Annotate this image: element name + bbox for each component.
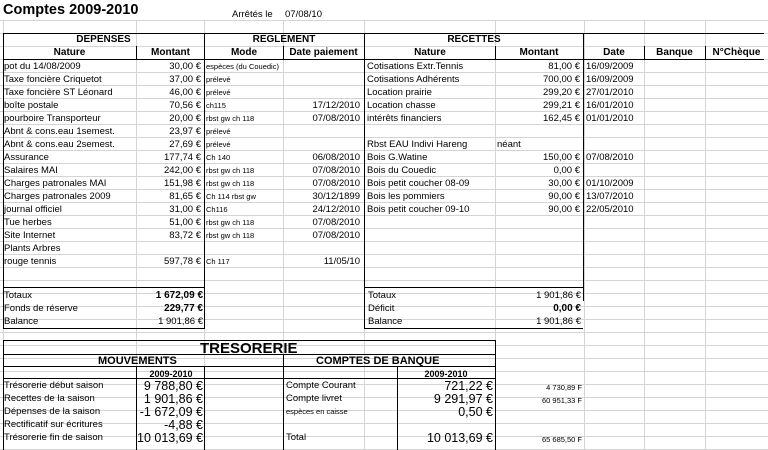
recettes-montant-cell: 0,00 € bbox=[553, 165, 580, 176]
recettes-balance-label: Balance bbox=[368, 316, 403, 327]
reglement-mode-cell: Ch116 bbox=[206, 205, 228, 214]
reglement-date-cell: 30/12/1899 bbox=[312, 191, 360, 202]
reglement-date-cell bbox=[284, 74, 360, 86]
compte-label bbox=[286, 419, 396, 431]
reglement-mode-cell: rbst gw ch 118 bbox=[206, 166, 255, 175]
depenses-montant-cell: 31,00 € bbox=[169, 204, 201, 215]
recettes-date-cell bbox=[586, 126, 644, 138]
recettes-montant-cell: 81,00 € bbox=[548, 61, 580, 72]
reglement-mode-cell: prélevé bbox=[206, 75, 231, 84]
compte-label: espèces en caisse bbox=[286, 407, 348, 416]
recettes-nature-cell: Bois les pommiers bbox=[367, 191, 445, 202]
reglement-date-cell bbox=[284, 139, 360, 151]
depenses-nature-cell: Taxe foncière ST Léonard bbox=[4, 87, 113, 98]
reglement-mode-cell: rbst gw ch 118 bbox=[206, 114, 255, 123]
depenses-nature-cell: Abnt & cons.eau 2semest. bbox=[4, 139, 115, 150]
reglement-date-cell: 17/12/2010 bbox=[312, 100, 360, 111]
reglement-mode-cell: rbst gw ch 118 bbox=[206, 179, 255, 188]
mouvement-label: Trésorerie début saison bbox=[4, 380, 104, 391]
reglement-date-cell: 11/05/10 bbox=[323, 256, 360, 267]
col-recettes-date: Date bbox=[603, 47, 625, 58]
mouvement-value: -1 672,09 € bbox=[139, 406, 203, 419]
comptes-banque-header: COMPTES DE BANQUE bbox=[316, 355, 440, 367]
arretes-label: Arrêtés le bbox=[232, 9, 273, 20]
reglement-header: REGLEMENT bbox=[252, 34, 316, 45]
grid-line bbox=[0, 332, 768, 333]
depenses-montant-cell: 27,69 € bbox=[169, 139, 201, 150]
recettes-montant-cell bbox=[496, 126, 580, 138]
depenses-montant-cell: 37,00 € bbox=[169, 74, 201, 85]
recettes-montant-cell: 30,00 € bbox=[548, 178, 580, 189]
reglement-date-cell: 07/08/2010 bbox=[312, 113, 360, 124]
reglement-mode-cell: Ch 114 rbst gw bbox=[206, 192, 256, 201]
mouvement-value: 10 013,69 € bbox=[137, 432, 203, 445]
depenses-header: DEPENSES bbox=[76, 34, 131, 45]
depenses-nature-cell: Tue herbes bbox=[4, 217, 52, 228]
compte-francs-value bbox=[496, 421, 582, 433]
grid-line bbox=[204, 33, 205, 329]
recettes-totaux-label: Totaux bbox=[368, 290, 396, 301]
reglement-mode-cell: Ch 140 bbox=[206, 153, 231, 162]
col-recettes-banque: Banque bbox=[656, 47, 693, 58]
recettes-montant-cell: 299,20 € bbox=[543, 87, 580, 98]
compte-value: 9 291,97 € bbox=[433, 393, 493, 406]
reglement-date-cell: 07/08/2010 bbox=[312, 165, 360, 176]
reglement-mode-cell: Ch 117 bbox=[206, 257, 230, 266]
reglement-date-cell: 06/08/2010 bbox=[312, 152, 360, 163]
compte-francs-value: 60 951,33 F bbox=[541, 396, 582, 405]
compte-value bbox=[398, 419, 493, 432]
depenses-nature-cell: Taxe foncière Criquetot bbox=[4, 74, 102, 85]
depenses-nature-cell: journal officiel bbox=[4, 204, 62, 215]
reglement-mode-cell: rbst gw ch 118 bbox=[206, 218, 255, 227]
depenses-montant-cell: 46,00 € bbox=[169, 87, 201, 98]
compte-francs-value bbox=[496, 408, 582, 420]
col-recettes-nature: Nature bbox=[414, 47, 446, 58]
recettes-nature-cell bbox=[367, 126, 495, 138]
reglement-date-cell bbox=[284, 243, 360, 255]
recettes-nature-cell: Location prairie bbox=[367, 87, 432, 98]
recettes-montant-cell: 299,21 € bbox=[543, 100, 580, 111]
recettes-date-cell: 16/09/2009 bbox=[586, 74, 634, 85]
reglement-mode-cell: prélevé bbox=[206, 127, 231, 136]
depenses-balance-label: Balance bbox=[4, 316, 39, 327]
col-recettes-cheque: N°Chèque bbox=[712, 47, 761, 58]
depenses-montant-cell: 23,97 € bbox=[169, 126, 201, 137]
grid-line bbox=[283, 354, 284, 450]
depenses-nature-cell: Abnt & cons.eau 1semest. bbox=[4, 126, 115, 137]
recettes-nature-cell: Bois du Couedic bbox=[367, 165, 437, 176]
recettes-date-cell bbox=[586, 139, 644, 151]
grid-line bbox=[364, 287, 583, 288]
compte-label: Total bbox=[286, 432, 307, 443]
grid-line bbox=[0, 20, 768, 21]
recettes-date-cell: 13/07/2010 bbox=[586, 191, 634, 202]
depenses-montant-cell: 83,72 € bbox=[169, 230, 201, 241]
mouvement-label: Recettes de la saison bbox=[4, 393, 95, 404]
depenses-nature-cell: pourboire Transporteur bbox=[4, 113, 101, 124]
compte-value: 721,22 € bbox=[444, 380, 493, 393]
depenses-reserve-label: Fonds de réserve bbox=[4, 303, 78, 314]
arretes-date: 07/08/10 bbox=[285, 9, 322, 20]
reglement-date-cell: 24/12/2010 bbox=[312, 204, 360, 215]
recettes-header: RECETTES bbox=[447, 34, 501, 45]
depenses-montant-cell: 30,00 € bbox=[169, 61, 201, 72]
recettes-nature-cell: Bois petit coucher 09-10 bbox=[367, 204, 470, 215]
reglement-mode-cell: ch115 bbox=[206, 101, 226, 110]
reglement-date-cell bbox=[284, 61, 360, 73]
depenses-montant-cell: 177,74 € bbox=[164, 152, 201, 163]
recettes-montant-cell: 700,00 € bbox=[543, 74, 580, 85]
col-depenses-nature: Nature bbox=[53, 47, 86, 58]
grid-line bbox=[0, 345, 768, 346]
recettes-date-cell: 16/09/2009 bbox=[586, 61, 634, 72]
depenses-montant-cell: 51,00 € bbox=[169, 217, 201, 228]
recettes-deficit-value: 0,00 € bbox=[553, 303, 581, 314]
grid-line bbox=[705, 20, 706, 450]
reglement-mode-cell: espèces (du Couedic) bbox=[206, 62, 279, 71]
depenses-montant-cell: 151,98 € bbox=[164, 178, 201, 189]
compte-label: Compte Courant bbox=[286, 380, 356, 391]
recettes-nature-cell: Rbst EAU Indivi Hareng bbox=[367, 139, 468, 150]
recettes-nature-cell: Cotisations Adhérents bbox=[367, 74, 460, 85]
compte-value: 0,50 € bbox=[458, 406, 493, 419]
recettes-date-cell: 01/01/2010 bbox=[586, 113, 634, 124]
grid-line bbox=[0, 371, 768, 372]
col-depenses-montant: Montant bbox=[151, 47, 190, 58]
grid-line bbox=[364, 328, 583, 329]
recettes-totaux-value: 1 901,86 € bbox=[536, 290, 581, 301]
depenses-nature-cell: Plants Arbres bbox=[4, 243, 61, 254]
reglement-date-cell: 07/08/2010 bbox=[312, 217, 360, 228]
recettes-deficit-label: Déficit bbox=[368, 303, 395, 314]
compte-francs-value: 4 730,89 F bbox=[546, 383, 582, 392]
depenses-totaux-label: Totaux bbox=[4, 290, 32, 301]
recettes-date-cell: 16/01/2010 bbox=[586, 100, 634, 111]
recettes-date-cell: 01/10/2009 bbox=[586, 178, 634, 189]
mouvements-header: MOUVEMENTS bbox=[98, 355, 177, 367]
grid-line bbox=[364, 33, 365, 329]
reglement-mode-cell bbox=[206, 243, 282, 255]
reglement-mode-cell: rbst gw ch 118 bbox=[206, 231, 255, 240]
col-recettes-montant: Montant bbox=[519, 47, 559, 58]
reglement-mode-cell: prélevé bbox=[206, 140, 231, 149]
recettes-date-cell: 07/08/2010 bbox=[586, 152, 634, 163]
reglement-date-cell: 07/08/2010 bbox=[312, 230, 360, 241]
recettes-date-cell: 27/01/2010 bbox=[586, 87, 634, 98]
reglement-date-cell bbox=[284, 87, 360, 99]
col-reglement-mode: Mode bbox=[230, 47, 258, 58]
recettes-nature-cell: Bois G.Watine bbox=[367, 152, 428, 163]
recettes-montant-cell: 90,00 € bbox=[548, 204, 580, 215]
compte-francs-value: 65 685,50 F bbox=[541, 435, 582, 444]
depenses-nature-cell: Assurance bbox=[4, 152, 49, 163]
depenses-montant-cell: 597,78 € bbox=[164, 256, 201, 267]
recettes-montant-cell: néant bbox=[497, 139, 521, 150]
tresorerie-year-left: 2009-2010 bbox=[149, 369, 193, 379]
grid-line bbox=[3, 328, 204, 329]
depenses-montant-cell bbox=[137, 243, 201, 255]
mouvement-label: Trésorerie fin de saison bbox=[4, 432, 103, 443]
grid-line bbox=[3, 287, 204, 288]
recettes-montant-cell: 162,45 € bbox=[543, 113, 580, 124]
tresorerie-year-right: 2009-2010 bbox=[424, 369, 468, 379]
reglement-date-cell bbox=[284, 126, 360, 138]
grid-line bbox=[584, 20, 585, 450]
recettes-nature-cell: Bois petit coucher 08-09 bbox=[367, 178, 470, 189]
grid-line bbox=[644, 20, 645, 450]
grid-line bbox=[583, 33, 584, 301]
tresorerie-title: TRESORERIE bbox=[200, 340, 298, 357]
grid-line bbox=[3, 59, 764, 60]
mouvement-label: Rectificatif sur écritures bbox=[4, 419, 103, 430]
recettes-date-cell bbox=[586, 165, 644, 177]
depenses-nature-cell: rouge tennis bbox=[4, 256, 57, 267]
recettes-montant-cell: 90,00 € bbox=[548, 191, 580, 202]
recettes-nature-cell: intérêts financiers bbox=[367, 113, 442, 124]
depenses-reserve-value: 229,77 € bbox=[164, 303, 203, 314]
recettes-date-cell: 22/05/2010 bbox=[586, 204, 634, 215]
depenses-montant-cell: 242,00 € bbox=[164, 165, 201, 176]
page-title: Comptes 2009-2010 bbox=[3, 2, 139, 18]
mouvement-value: -4,88 € bbox=[164, 419, 203, 432]
depenses-nature-cell: pot du 14/08/2009 bbox=[4, 61, 81, 72]
depenses-balance-value: 1 901,86 € bbox=[158, 316, 203, 327]
depenses-nature-cell: Charges patronales MAI bbox=[4, 178, 107, 189]
recettes-balance-value: 1 901,86 € bbox=[536, 316, 581, 327]
reglement-mode-cell: prélevé bbox=[206, 88, 231, 97]
mouvement-value: 1 901,86 € bbox=[143, 393, 203, 406]
depenses-nature-cell: Site Internet bbox=[4, 230, 56, 241]
depenses-nature-cell: Charges patronales 2009 bbox=[4, 191, 111, 202]
depenses-nature-cell: boîte postale bbox=[4, 100, 59, 111]
depenses-montant-cell: 70,56 € bbox=[169, 100, 201, 111]
mouvement-value: 9 788,80 € bbox=[143, 380, 203, 393]
col-reglement-date: Date paiement bbox=[289, 47, 358, 58]
depenses-nature-cell: Salaires MAI bbox=[4, 165, 58, 176]
depenses-montant-cell: 20,00 € bbox=[169, 113, 201, 124]
grid-line bbox=[0, 280, 768, 281]
mouvement-label: Dépenses de la saison bbox=[4, 406, 101, 417]
depenses-montant-cell: 81,65 € bbox=[169, 191, 201, 202]
compte-label: Compte livret bbox=[286, 393, 342, 404]
compte-value: 10 013,69 € bbox=[426, 432, 493, 445]
recettes-nature-cell: Cotisations Extr.Tennis bbox=[367, 61, 464, 72]
recettes-nature-cell: Location chasse bbox=[367, 100, 436, 111]
recettes-montant-cell: 150,00 € bbox=[543, 152, 580, 163]
reglement-date-cell: 07/08/2010 bbox=[312, 178, 360, 189]
depenses-totaux-value: 1 672,09 € bbox=[155, 290, 203, 301]
